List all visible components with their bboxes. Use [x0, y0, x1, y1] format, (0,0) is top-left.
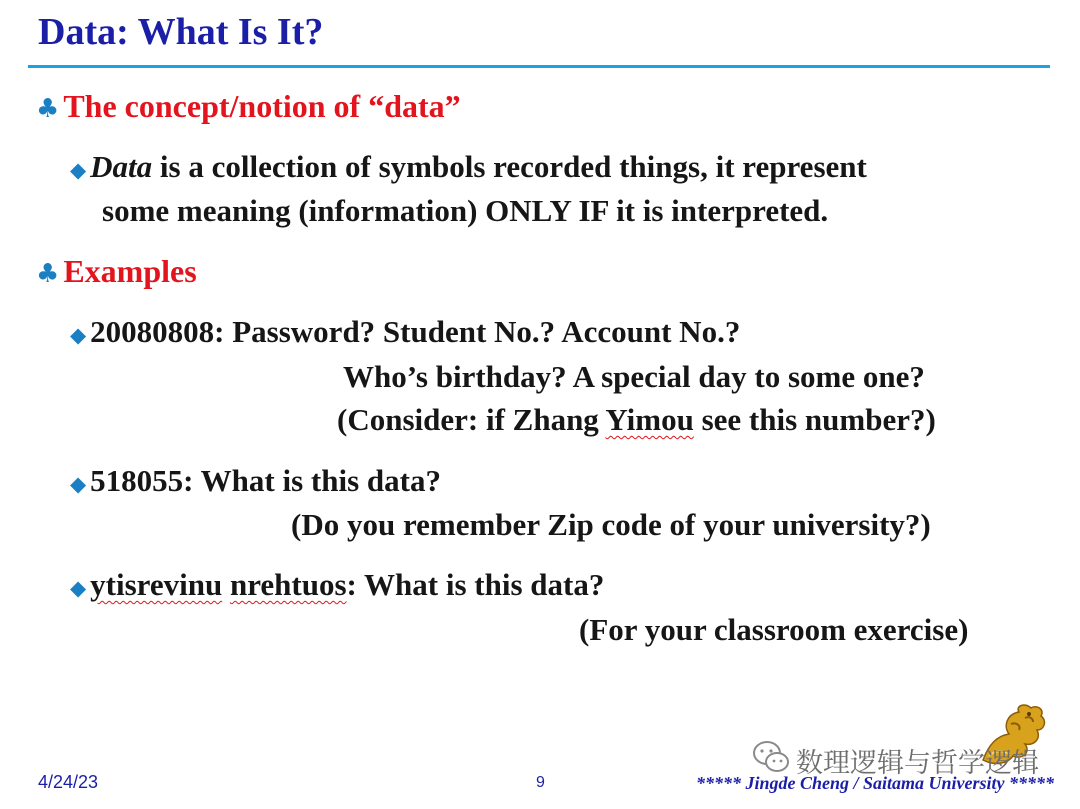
wechat-icon [752, 740, 790, 774]
concept-line2-row [102, 193, 828, 229]
example-1-line3c: see this number?) [693, 402, 936, 437]
diamond-icon: ◆ [70, 576, 87, 600]
club-icon: ♣ [36, 259, 60, 289]
concept-end: . [820, 193, 829, 228]
example-3-line2: (For your classroom exercise) [579, 612, 969, 647]
diamond-icon: ◆ [70, 158, 87, 182]
club-icon: ♣ [36, 94, 60, 124]
example-1-line1: 20080808: Password? Student No.? Account No.? [90, 314, 741, 349]
concept-text: is a collection of symbols recorded things, [152, 149, 716, 184]
example-3 [70, 567, 604, 603]
diamond-icon: ◆ [70, 472, 87, 496]
example-1-line3a: (Consider: if Zhang [337, 402, 606, 437]
section-examples [36, 253, 197, 290]
spellcheck-word-2: nrehtuos [229, 567, 347, 602]
example-2-line2: (Do you remember Zip code of your university?) [291, 507, 931, 542]
section-heading: Examples [63, 253, 197, 289]
footer-date: 4/24/23 [38, 772, 99, 792]
word-gap [222, 567, 230, 602]
slide-title: Data: What Is It? [38, 11, 324, 53]
spellcheck-word-1: ytisrevinu [90, 567, 223, 602]
concept-line2: some meaning (information) ONLY IF it is interpreted [102, 193, 821, 228]
example-1-line3 [337, 402, 936, 438]
example-2 [70, 463, 441, 499]
concept-item [70, 149, 867, 185]
watermark-text: 数理逻辑与哲学逻辑 [796, 748, 1039, 779]
footer-page-number: 9 [536, 774, 545, 791]
example-1 [70, 314, 740, 350]
diamond-icon: ◆ [70, 323, 87, 347]
example-2-line1: 518055: What is this data? [90, 463, 441, 498]
spellcheck-word-yimou: Yimou [605, 402, 694, 437]
example-3-rest: : What is this data? [346, 567, 605, 602]
section-heading: The concept/notion of “data” [63, 88, 461, 124]
example-1-line2: Who’s birthday? A special day to some one? [343, 359, 925, 394]
section-concept [36, 88, 461, 125]
term-data: Data [90, 149, 153, 184]
title-divider [28, 65, 1050, 68]
footer-credit: ***** Jingde Cheng / Saitama University ***** [696, 773, 1055, 793]
concept-emph: it represent [715, 149, 867, 184]
